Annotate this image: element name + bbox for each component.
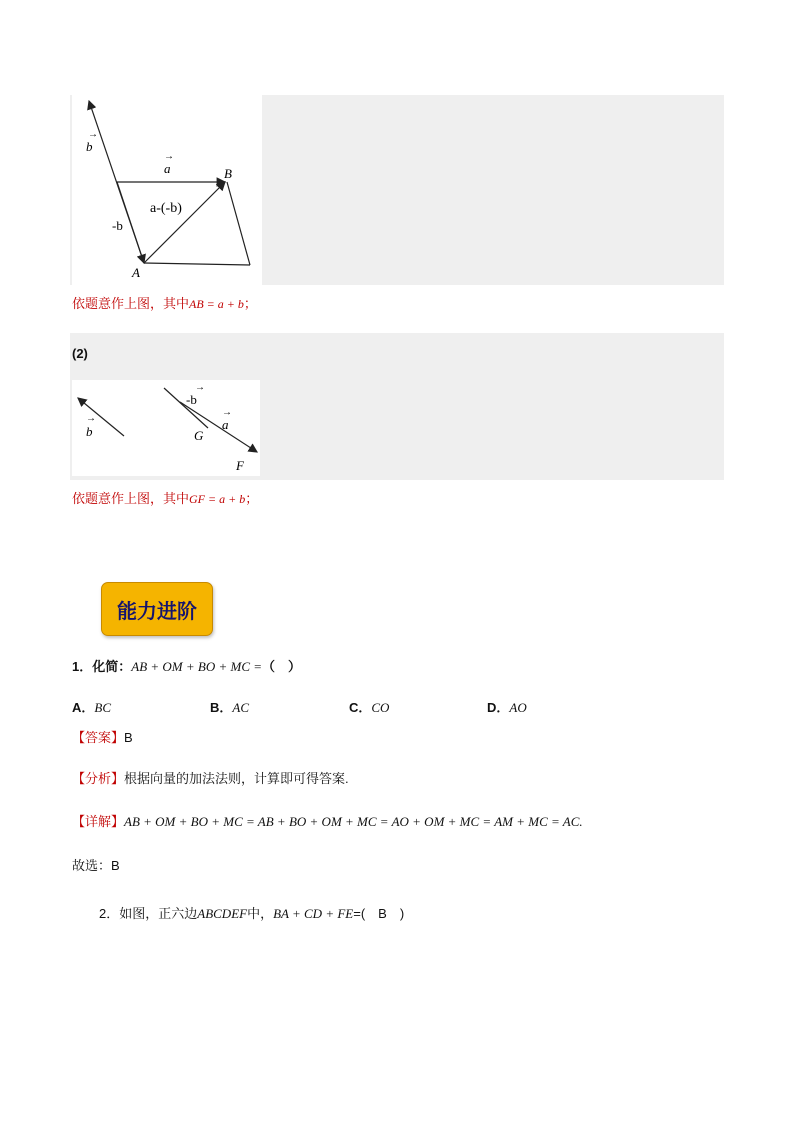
label-G: G [194, 428, 204, 443]
label-A: A [132, 265, 140, 280]
label-F: F [236, 458, 244, 473]
q1-analysis: 【分析】根据向量的加法法则，计算即可得答案. [72, 771, 349, 786]
side-bottom [144, 263, 250, 265]
collinear-diagram [72, 380, 260, 476]
label-b: b [86, 139, 93, 154]
q1-stem-expr: AB + OM + BO + MC = [131, 659, 263, 674]
vector-b-small [78, 398, 124, 436]
part1-caption-expr: AB = a + b [189, 297, 244, 311]
label-a-minus-neg-b: a-(-b) [150, 201, 182, 216]
label-a: a [164, 161, 171, 176]
q1-option-b[interactable]: B．AC [210, 700, 250, 715]
svg-text:→: → [86, 413, 96, 424]
svg-text:→: → [222, 407, 232, 418]
vector-diagonal [144, 182, 225, 263]
label-a-2: a [222, 417, 229, 432]
part2-caption-expr: GF = a + b [189, 492, 246, 506]
q1-option-c[interactable]: C．CO [349, 700, 390, 715]
collinear-figure [72, 380, 260, 476]
parallelogram-diagram [72, 95, 262, 285]
q1-answer: 【答案】B [72, 730, 133, 745]
part2-label: (2) [72, 346, 88, 361]
label-neg-b-2: -b [186, 392, 197, 407]
svg-text:→: → [164, 151, 174, 162]
vector-a-line [180, 402, 257, 452]
side-right [227, 182, 250, 265]
q1-option-d[interactable]: D．AO [487, 700, 527, 715]
label-B: B [224, 166, 232, 181]
q2-expr: BA + CD + FE [273, 906, 354, 921]
svg-text:→: → [88, 129, 98, 140]
q2-stem: 2．如图，正六边ABCDEF中，BA + CD + FE=( B ) [99, 906, 405, 921]
part2-caption: 依题意作上图，其中GF = a + b； [72, 491, 259, 506]
q1-stem: 1．化简：AB + OM + BO + MC =（ ） [72, 659, 302, 674]
q1-detail-expr: AB + OM + BO + MC = AB + BO + OM + MC = AO + OM + MC = AM + MC = AC. [124, 814, 583, 829]
section-badge: 能力进阶 [101, 582, 213, 636]
label-b-2: b [86, 424, 93, 439]
svg-text:→: → [195, 382, 205, 393]
parallelogram-figure [72, 95, 262, 285]
q1-conclusion: 故选：B [72, 858, 120, 873]
label-neg-b: -b [112, 218, 123, 233]
part1-caption: 依题意作上图，其中AB = a + b； [72, 296, 257, 311]
q1-option-a[interactable]: A．BC [72, 700, 112, 715]
q1-detail: 【详解】AB + OM + BO + MC = AB + BO + OM + MC = AO + OM + MC = AM + MC = AC. [72, 814, 583, 829]
